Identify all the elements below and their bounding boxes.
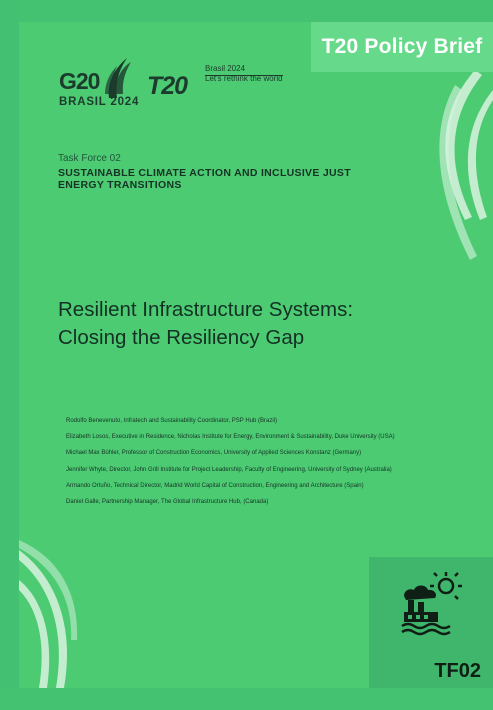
brief-title-line-2: Closing the Resiliency Gap: [58, 326, 305, 349]
t20-tagline: [205, 64, 283, 84]
g20-subtitle: BRASIL 2024: [59, 96, 140, 108]
t20-wordmark: T20: [147, 72, 188, 100]
factory-sun-water-icon: [398, 570, 470, 642]
task-force-label: Task Force 02: [58, 153, 121, 164]
t20-tagline-slogan: Let's rethink the world: [205, 74, 283, 83]
decorative-arcs-right: [420, 70, 493, 270]
g20-wordmark: G20: [59, 68, 100, 94]
bottom-border: [0, 688, 493, 710]
decorative-arcs-left: [19, 540, 79, 690]
authors-list: [66, 417, 466, 514]
task-force-title: SUSTAINABLE CLIMATE ACTION AND INCLUSIVE JUST ENERGY TRANSITIONS: [58, 167, 351, 191]
author-2: Elizabeth Losos, Executive in Residence, Nicholas Institute for Energy, Environment & Sustainability, Duke University (USA): [66, 434, 395, 441]
left-border: [0, 0, 19, 710]
policy-brief-badge: T20 Policy Brief: [311, 22, 493, 72]
author-3: Michael Max Bühler, Professor of Construction Economics, University of Applied Sciences Konstanz (Germany): [66, 450, 362, 457]
author-4: Jennifer Whyte, Director, John Grill Institute for Project Leadership, Faculty of Engineering, University of Sydney (Australia): [66, 466, 392, 473]
t20-tagline-year: Brasil 2024: [205, 64, 246, 73]
g20-flame-icon: [105, 54, 131, 98]
author-1: Rodolfo Benevenuto, Infratech and Sustainability Coordinator, PSP Hub (Brazil): [66, 418, 278, 424]
brief-title: [58, 296, 353, 352]
brief-title-line-1: Resilient Infrastructure Systems:: [58, 298, 354, 321]
author-5: Armando Ortuño, Technical Director, Madrid World Capital of Construction, Engineering and Architecture (Spain): [66, 482, 364, 489]
task-force-code: TF02: [434, 660, 481, 682]
author-6: Daniel Galle, Partnership Manager, The Global Infrastructure Hub, (Canada): [66, 498, 269, 505]
g20-logo: [55, 60, 150, 110]
top-border: [0, 0, 493, 22]
